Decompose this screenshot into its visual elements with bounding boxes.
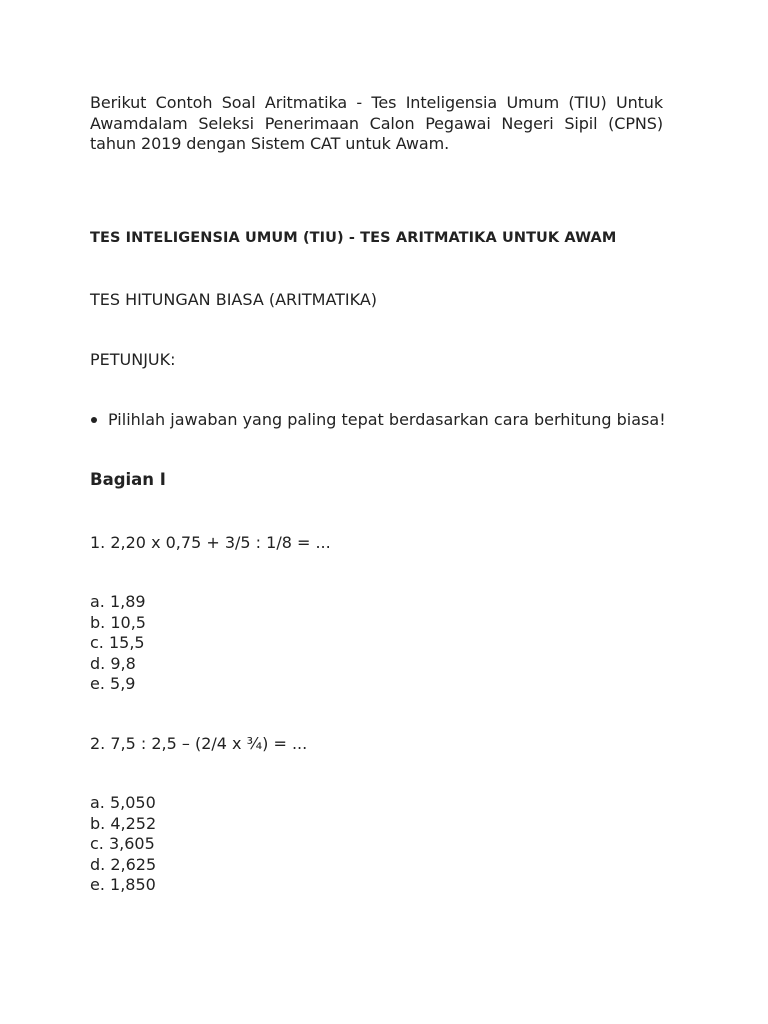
question-2: 2. 7,5 : 2,5 – (2/4 x ¾) = ... xyxy=(90,734,308,753)
option-e: e. 1,850 xyxy=(90,875,156,894)
instruction-item xyxy=(90,410,666,429)
option-a: a. 1,89 xyxy=(90,592,146,611)
option-d: d. 9,8 xyxy=(90,653,136,673)
instruction-text: Pilihlah jawaban yang paling tepat berdasarkan cara berhitung biasa! xyxy=(108,410,666,429)
question-1-options xyxy=(90,592,146,695)
option-c: c. 15,5 xyxy=(90,633,145,652)
test-subheading: TES HITUNGAN BIASA (ARITMATIKA) xyxy=(90,290,378,309)
option-d: d. 2,625 xyxy=(90,854,157,874)
test-heading: TES INTELIGENSIA UMUM (TIU) - TES ARITMATIKA UNTUK AWAM xyxy=(90,230,617,246)
section-title: Bagian I xyxy=(90,470,166,489)
question-2-options xyxy=(90,793,156,896)
instructions-label: PETUNJUK: xyxy=(90,350,176,369)
option-e: e. 5,9 xyxy=(90,674,136,693)
bullet-icon xyxy=(91,417,97,423)
option-b: b. 4,252 xyxy=(90,813,157,833)
option-a: a. 5,050 xyxy=(90,793,156,812)
instructions-list xyxy=(90,410,666,429)
option-b: b. 10,5 xyxy=(90,612,146,632)
option-c: c. 3,605 xyxy=(90,834,155,853)
intro-paragraph: Berikut Contoh Soal Aritmatika - Tes Inteligensia Umum (TIU) Untuk Awamdalam Seleksi Penerimaan Calon Pegawai Negeri Sipil (CPNS) tahun 2019 dengan Sistem CAT untuk Awam. xyxy=(90,93,663,153)
question-1: 1. 2,20 x 0,75 + 3/5 : 1/8 = ... xyxy=(90,533,331,552)
